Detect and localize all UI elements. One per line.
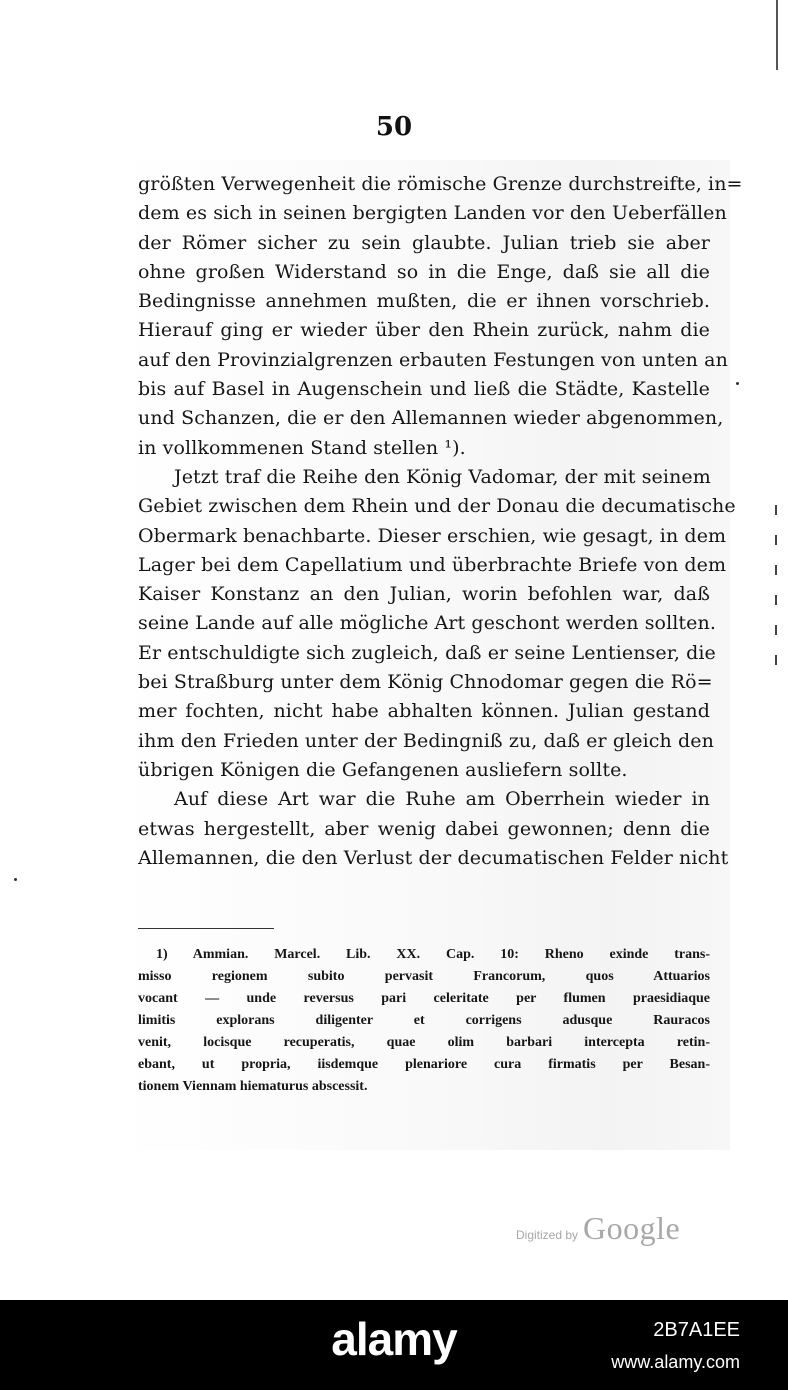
scan-mark [775,565,777,575]
scan-speck [14,878,17,881]
text-line: Gebiet zwischen dem Rhein und der Donau die decumatische [138,495,736,518]
text-line: mer fochten, nicht habe abhalten können. Julian gestand [138,700,710,723]
watermark-url: www.alamy.com [611,1352,740,1372]
footnote [138,944,710,1098]
text-line: Hierauf ging er wieder über den Rhein zurück, nahm die [138,319,710,342]
text-line: ohne großen Widerstand so in die Enge, daß sie all die [138,260,710,283]
watermark-image-id: 2B7A1EE [653,1319,740,1341]
page-edge-line [776,0,778,70]
footnote-line: 1) Ammian. Marcel. Lib. XX. Cap. 10: Rheno exinde trans- [156,947,710,962]
text-line: Kaiser Konstanz an den Julian, worin befohlen war, daß [138,583,710,606]
text-line: etwas hergestellt, aber wenig dabei gewonnen; denn die [138,817,710,840]
text-line: Bedingnisse annehmen mußten, die er ihnen vorschrieb. [138,290,710,313]
text-line: Obermark benachbarte. Dieser erschien, wie gesagt, in dem [138,524,727,547]
body-text [138,170,743,873]
text-line: Jetzt traf die Reihe den König Vadomar, der mit seinem [174,465,711,488]
text-line: Allemannen, die den Verlust der decumatischen Felder nicht [138,846,729,869]
footnote-line: tionem Viennam hiematurus abscessit. [138,1079,368,1094]
text-line: und Schanzen, die er den Allemannen wieder abgenommen, [138,407,724,430]
footnote-line: misso regionem subito pervasit Francorum, quos Attuarios [138,969,710,984]
text-line: auf den Provinzialgrenzen erbauten Festungen von unten an [138,348,728,371]
footnote-line: vocant — unde reversus pari celeritate per flumen praesidiaque [138,991,710,1006]
page-number: 50 [375,112,413,142]
scan-mark [775,505,777,515]
text-line: dem es sich in seinen bergigten Landen vor den Ueberfällen [138,202,727,225]
text-line: in vollkommenen Stand stellen ¹). [138,436,466,459]
alamy-logo: alamy [331,1313,457,1365]
text-line: größten Verwegenheit die römische Grenze durchstreifte, in= [138,173,743,195]
text-line: seine Lande auf alle mögliche Art geschont werden sollten. [138,612,716,635]
text-line: bis auf Basel in Augenschein und ließ die Städte, Kastelle [138,378,710,401]
digitized-by-label: Digitized by [516,1228,579,1242]
scan-mark [775,595,777,605]
scan-mark [775,655,777,665]
digitized-by-google [516,1210,680,1247]
footnote-line: limitis explorans diligenter et corrigens adusque Rauracos [138,1013,710,1028]
text-line: bei Straßburg unter dem König Chnodomar gegen die Rö= [138,671,713,694]
footnote-line: venit, locisque recuperatis, quae olim barbari intercepta retin- [138,1035,710,1050]
scan-speck [736,382,739,385]
footnote-rule [138,928,274,929]
text-line: ihm den Frieden unter der Bedingniß zu, daß er gleich den [138,729,714,752]
text-line: übrigen Königen die Gefangenen ausliefern sollte. [138,758,628,781]
text-line: Lager bei dem Capellatium und überbrachte Briefe von dem [138,553,727,576]
scan-mark [775,535,777,545]
scan-mark [775,625,777,635]
text-line: der Römer sicher zu sein glaubte. Julian trieb sie aber [138,231,710,254]
text-line: Auf diese Art war die Ruhe am Oberrhein wieder in [174,788,710,811]
footnote-line: ebant, ut propria, iisdemque plenariore cura firmatis per Besan- [138,1057,710,1072]
google-logo: Google [583,1210,681,1246]
text-line: Er entschuldigte sich zugleich, daß er seine Lentienser, die [138,641,716,664]
